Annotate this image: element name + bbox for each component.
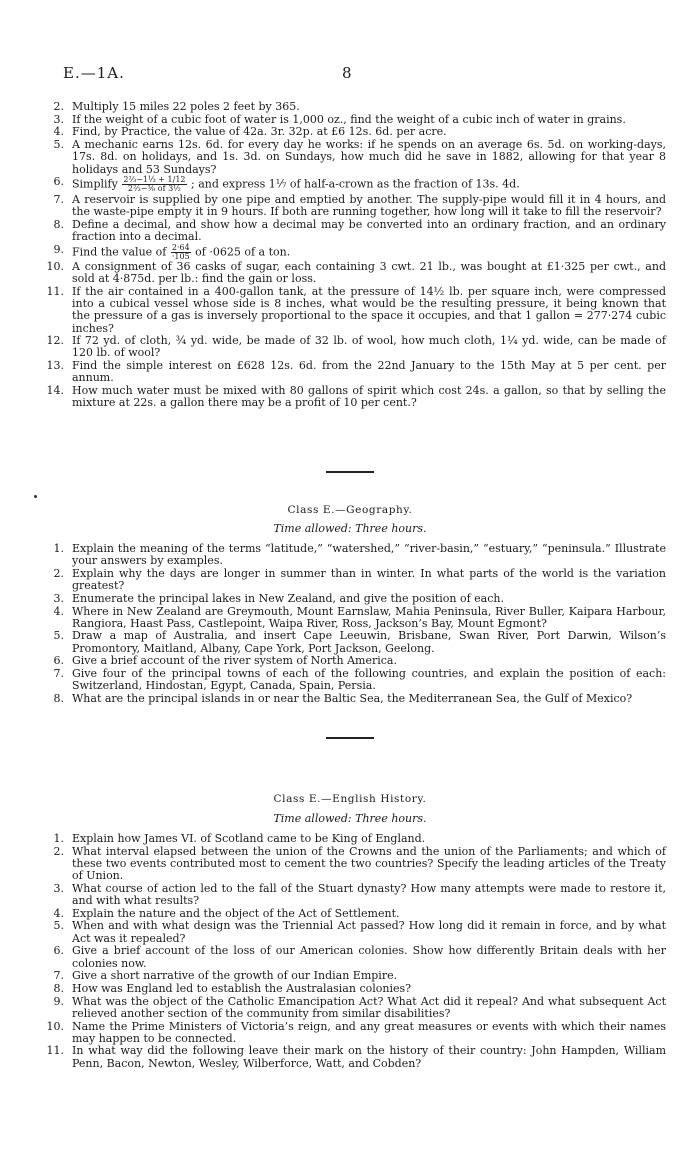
question-item [36,1045,666,1069]
question-number: 2. [53,100,64,113]
question-text: A consignment of 36 casks of sugar, each containing 3 cwt. 21 lb., was bought at £1·325 per cwt., and sold at 4·875d. per lb.: find the gain or loss. [72,260,666,286]
question-text: ; and express 1⅐ of half-a-crown as the fraction of 13s. 4d. [191,177,520,191]
question-text: What was the object of the Catholic Emancipation Act? What Act did it repeal? And what subsequent Act relieved another section of the community from similar disabilities? [72,994,666,1020]
question-number: 3. [53,112,64,126]
question-number: 14. [46,384,64,398]
document-reference: E.—1A. [63,64,125,82]
question-number: 6. [53,944,64,958]
geography-time-allowed: Time allowed: Three hours. [273,522,427,535]
arithmetic-questions [36,101,666,410]
question-text: Define a decimal, and show how a decimal may be converted into an ordinary fraction, and an ordinary fraction into a decimal. [72,217,666,243]
geography-questions [36,543,666,706]
question-item [36,385,666,409]
page-number: 8 [342,64,352,82]
question-text: Explain why the days are longer in summer than in winter. In what parts of the world is the variation greatest? [72,566,666,593]
question-text: When and with what design was the Triennial Act passed? How long did it remain in force, and by what Act was it repealed? [72,919,666,945]
question-item [36,335,666,359]
question-item [36,360,666,384]
question-item [36,833,666,845]
question-number: 8. [53,217,64,231]
question-text: If the air contained in a 400-gallon tank, at the pressure of 14½ lb. per square inch, were compressed into a cubical vessel whose side is 8 inches, what would be the resulting pressure, it being known that the pressure of a gas is inversely proportional to the space it occupies, and that 1 gallon = 277·274 cubic inches? [72,284,666,335]
section-divider [326,471,374,473]
stray-mark [34,495,37,498]
question-text: Explain how James VI. of Scotland came to be King of England. [72,832,426,845]
question-item [36,593,666,605]
question-text: In what way did the following leave their mark on the history of their country: John Hampden, William Penn, Bacon, Newton, Wesley, Wilberforce, Watt, and Cobden? [72,1044,666,1070]
question-number: 11. [46,284,64,298]
question-text: A mechanic earns 12s. 6d. for every day he works: if he spends on an average 6s. 5d. on working-days, 17s. 8d. on holidays, and 1s. 3d. on Sundays, how much did he save in 1882, allowing for that year 8 holidays and 53 Sundays? [72,138,666,176]
question-number: 8. [53,981,64,995]
question-text: What interval elapsed between the union of the Crowns and the union of the Parliaments; and which of these two events contributed most to cement the two countries? Specify the leading articles of the Treaty of Union. [72,844,666,883]
question-number: 11. [46,1044,64,1058]
question-text: Give a brief account of the river system of North America. [72,654,397,668]
question-number: 2. [53,566,64,580]
question-text: Give four of the principal towns of each of the following countries, and explain the position of each: Switzerland, Hindostan, Egypt, Canada, Spain, Persia. [72,667,666,693]
question-item [36,126,666,138]
history-time-allowed: Time allowed: Three hours. [273,812,427,825]
question-number: 12. [46,334,64,348]
question-number: 5. [53,629,64,643]
question-number: 1. [53,832,64,845]
question-number: 13. [46,359,64,373]
question-item [36,286,666,335]
question-number: 9. [53,242,64,256]
question-text: Draw a map of Australia, and insert Cape Leeuwin, Brisbane, Swan River, Port Darwin, Wilson’s Promontory, Maitland, Albany, Cape York, Port Jackson, Geelong. [72,629,666,655]
question-item [36,630,666,654]
question-item [36,176,666,193]
question-item [36,920,666,944]
fraction-denominator: 2⅔−⅜ of 3½ [127,184,181,194]
question-number: 3. [53,881,64,895]
question-number: 10. [46,260,64,274]
question-item [36,908,666,920]
question-text: Enumerate the principal lakes in New Zealand, and give the position of each. [72,591,504,605]
question-text: Where in New Zealand are Greymouth, Mount Earnslaw, Mahia Peninsula, River Buller, Kaipara Harbour, Rangiora, Haast Pass, Castlepoint, Waipa River, Ross, Jackson’s Bay, Mount Egmont? [72,604,666,630]
question-text: A reservoir is supplied by one pipe and emptied by another. The supply-pipe would fill it in 4 hours, and the waste-pipe empty it in 9 hours. If both are running together, how long will it take to fill the reservoir? [72,192,666,218]
question-item [36,244,666,261]
question-item [36,219,666,243]
question-number: 3. [53,591,64,605]
question-item [36,114,666,126]
question-item [36,846,666,883]
question-text: If the weight of a cubic foot of water is 1,000 oz., find the weight of a cubic inch of water in grains. [72,112,626,126]
question-number: 6. [53,654,64,668]
question-number: 6. [53,175,64,189]
question-item [36,655,666,667]
question-text: Explain the nature and the object of the Act of Settlement. [72,906,400,920]
question-item [36,996,666,1020]
question-item [36,983,666,995]
fraction-denominator: ·105 [171,251,190,261]
question-text: Find the value of [72,245,167,259]
question-text: Simplify [72,177,118,191]
geography-section-title: Class E.—Geography. [287,504,413,516]
question-text: Explain the meaning of the terms “latitude,” “watershed,” “river-basin,” “estuary,” “peninsula.” Illustrate your answers by examples. [72,542,666,568]
fraction [122,176,186,193]
question-number: 7. [53,969,64,983]
question-item [36,945,666,969]
question-text: Give a short narrative of the growth of our Indian Empire. [72,969,398,983]
question-item [36,568,666,592]
question-number: 2. [53,844,64,858]
fraction-numerator: 2⅔−1⅓ + 1/12 [123,175,186,185]
question-item [36,668,666,692]
question-text: What course of action led to the fall of the Stuart dynasty? How many attempts were made to restore it, and with what results? [72,881,666,908]
question-text: Find the simple interest on £628 12s. 6d. from the 22nd January to the 15th May at 5 per cent. per annum. [72,359,666,385]
history-section-title: Class E.—English History. [273,793,427,805]
question-number: 5. [53,138,64,152]
question-text: Multiply 15 miles 22 poles 2 feet by 365. [72,100,300,113]
question-item [36,194,666,218]
question-number: 8. [53,691,64,705]
question-text: How was England led to establish the Australasian colonies? [72,981,412,995]
question-text: What are the principal islands in or near the Baltic Sea, the Mediterranean Sea, the Gulf of Mexico? [72,691,633,705]
question-number: 4. [53,125,64,139]
question-text: of ·0625 of a ton. [195,245,291,259]
question-item [36,970,666,982]
fraction [171,244,191,261]
question-number: 9. [53,994,64,1008]
question-item [36,101,666,113]
question-text: How much water must be mixed with 80 gallons of spirit which cost 24s. a gallon, so that by selling the mixture at 22s. a gallon there may be a profit of 10 per cent.? [72,384,666,410]
history-questions [36,833,666,1070]
question-item [36,139,666,176]
question-text: Name the Prime Ministers of Victoria’s reign, and any great measures or events with which their names may happen to be connected. [72,1019,666,1045]
question-number: 4. [53,906,64,920]
question-item [36,606,666,630]
question-number: 5. [53,919,64,933]
question-text: Give a brief account of the loss of our American colonies. Show how differently Britain deals with her colonies now. [72,944,666,970]
question-number: 10. [46,1019,64,1033]
question-text: If 72 yd. of cloth, ¾ yd. wide, be made of 32 lb. of wool, how much cloth, 1¼ yd. wide, can be made of 120 lb. of wool? [72,334,666,360]
question-item [36,261,666,285]
question-number: 4. [53,604,64,618]
question-number: 1. [53,542,64,555]
question-item [36,1021,666,1045]
question-text: Find, by Practice, the value of 42a. 3r. 32p. at £6 12s. 6d. per acre. [72,125,447,139]
question-item [36,543,666,567]
question-number: 7. [53,192,64,206]
fraction-numerator: 2·64 [171,242,190,252]
question-item [36,883,666,907]
question-item [36,693,666,705]
section-divider [326,737,374,739]
question-number: 7. [53,667,64,681]
